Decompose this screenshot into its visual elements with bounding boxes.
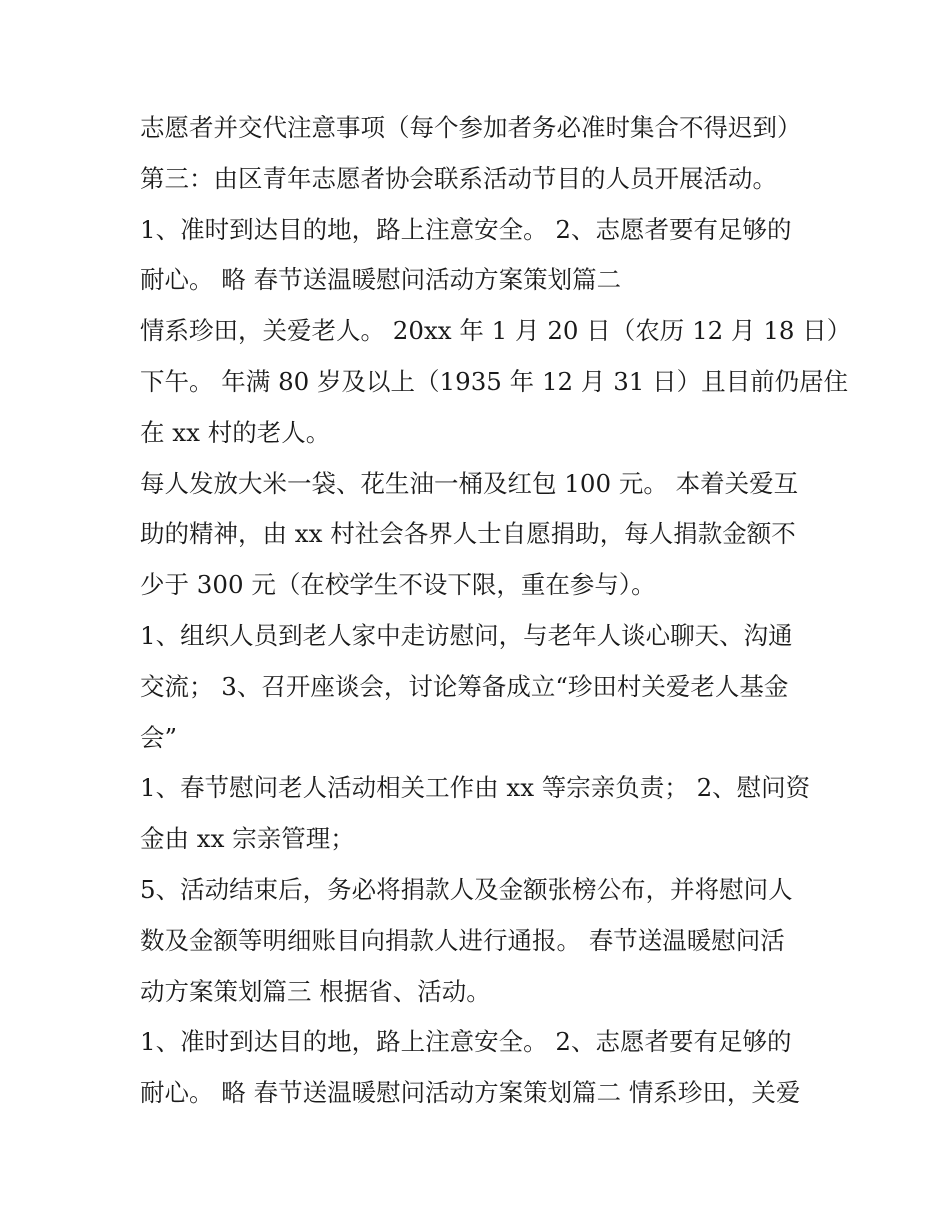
text-line: 金由 xx 宗亲管理； <box>140 824 355 854</box>
text-line: 1、准时到达目的地，路上注意安全。 2、志愿者要有足够的 <box>140 214 792 244</box>
text-line: 在 xx 村的老人。 <box>140 417 331 447</box>
document-body <box>140 103 852 1119</box>
text-line: 耐心。 略 春节送温暖慰问活动方案策划篇二 情系珍田，关爱 <box>140 1078 801 1108</box>
text-line: 耐心。 略 春节送温暖慰问活动方案策划篇二 <box>140 265 622 295</box>
text-line: 助的精神，由 xx 村社会各界人士自愿捐助，每人捐款金额不 <box>140 519 796 549</box>
text-line: 每人发放大米一袋、花生油一桶及红包 100 元。 本着关爱互 <box>140 468 799 498</box>
text-line: 下午。 年满 80 岁及以上（1935 年 12 月 31 日）且目前仍居住 <box>140 366 849 396</box>
text-line: 1、组织人员到老人家中走访慰问，与老年人谈心聊天、沟通 <box>140 620 793 650</box>
text-line: 1、春节慰问老人活动相关工作由 xx 等宗亲负责； 2、慰问资 <box>140 773 811 803</box>
text-line: 动方案策划篇三 根据省、活动。 <box>140 976 491 1006</box>
text-line: 1、准时到达目的地，路上注意安全。 2、志愿者要有足够的 <box>140 1027 792 1057</box>
text-line: 第三：由区青年志愿者协会联系活动节目的人员开展活动。 <box>140 163 777 193</box>
text-line: 数及金额等明细账目向捐款人进行通报。 春节送温暖慰问活 <box>140 925 785 955</box>
text-line: 情系珍田，关爱老人。 20xx 年 1 月 20 日（农历 12 月 18 日） <box>140 316 852 346</box>
text-line: 少于 300 元（在校学生不设下限，重在参与）。 <box>140 570 656 600</box>
text-line: 5、活动结束后，务必将捐款人及金额张榜公布，并将慰问人 <box>140 874 793 904</box>
text-line: 交流； 3、召开座谈会，讨论筹备成立“珍田村关爱老人基金 <box>140 671 789 701</box>
text-line: 志愿者并交代注意事项（每个参加者务必准时集合不得迟到） <box>140 113 802 142</box>
text-line: 会” <box>140 722 178 752</box>
